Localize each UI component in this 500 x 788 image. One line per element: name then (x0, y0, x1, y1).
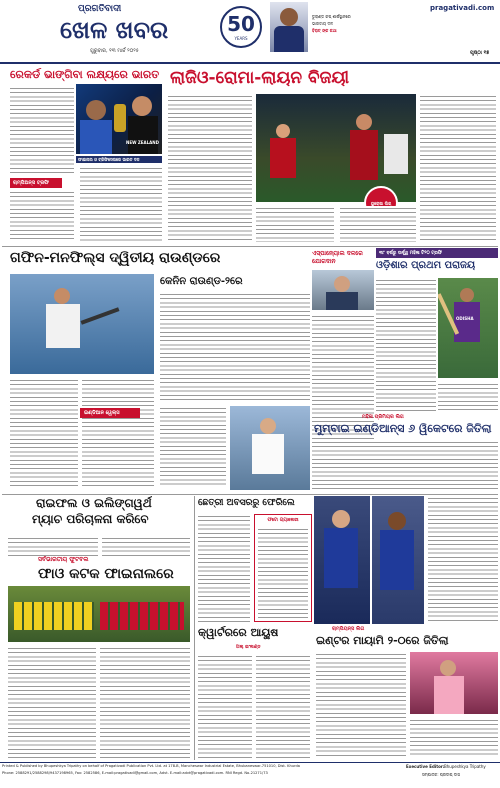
story-lazio (164, 66, 498, 244)
fao-headline: ଫାଓ କଟକ ଫାଇନାଲରେ (38, 566, 174, 582)
promo-line2: ଭାରତୀୟ ଦଳ (312, 21, 334, 26)
inter-kicker: ଚାମ୍ପିୟନ୍ସ ଲିଗ (332, 626, 365, 632)
story-record (2, 66, 162, 244)
quarter-col2-text (256, 654, 310, 758)
story-quarter (196, 626, 312, 760)
inter-col1-text (316, 652, 406, 758)
chhetri-box-title: ଫଟୋ ଗ୍ୟାଲେରୀ (267, 518, 299, 523)
fao-col2-text (100, 646, 190, 758)
lazio-col2-text (256, 206, 334, 242)
chhetri-box-text (258, 527, 308, 619)
record-photo-caption: ଫାଇନାଲ ଓ ଟ୍ରିଫିସେଲରେ ଭାରତ ଦଳ (76, 156, 162, 163)
footer-editor-label: Executive Editor: (406, 764, 445, 769)
quarter-headline: କ୍ୱାର୍ଟରରେ ଆୟୁଷ (198, 626, 279, 639)
inter-photo (410, 652, 498, 714)
fao-col1-text (8, 646, 96, 758)
record-col1-text (10, 86, 74, 176)
referee-col1-text (8, 536, 98, 556)
site-url[interactable]: pragativadi.com (430, 4, 495, 12)
footer-line1: Printed & Published by Bhupeshkya Tripathy on behalf of Pragativadi Publication Pvt. Ltd. at 178-B, Mancheswar Industrial Estate, Bhubaneswar-751010, Dist. Khurda (2, 764, 300, 768)
fao-team-photo (8, 586, 190, 642)
date-line: ଗୁରୁବାର, ୧୩ ମାର୍ଚ୍ଚ ୨୦୨୫ (90, 48, 139, 54)
brand-title: ଖେଳ ଖବର (60, 16, 169, 44)
all-england-badge: ଅଲ୍ ଇଂଲଣ୍ଡ (236, 645, 261, 650)
odisha-col1-text (376, 278, 436, 412)
chhetri-box (254, 514, 312, 622)
lazio-col3-text (340, 206, 416, 242)
story-odisha (376, 248, 498, 414)
inter-headline: ଇଣ୍ଟର ମାୟାମି ୨-୦ରେ ଜିତିଲା (316, 634, 449, 647)
tennis-col4-text (160, 406, 226, 488)
inter-col2-text (410, 718, 498, 758)
odisha-headline: ଓଡ଼ିଶାର ପ୍ରଥମ ପରାଜୟ (376, 260, 476, 271)
brand-small: ପ୍ରଗତିବାଦୀ (78, 4, 122, 14)
champions-trophy-badge: ଚାମ୍ପିଅନ୍ସ ଟ୍ରଫି (10, 178, 62, 188)
divider-1 (2, 246, 498, 247)
record-photo (76, 84, 162, 154)
masthead-promo (312, 14, 382, 50)
mumbai-photo-2 (372, 496, 424, 624)
quarter-col1-text (198, 654, 252, 758)
lazio-col4-text (420, 94, 496, 242)
tennis-col2-text (82, 378, 154, 488)
story-inter (314, 626, 498, 760)
promo-line1: ଡୁରାଣ୍ଡ କପ୍ ଶୀର୍ଷସ୍ଥାନରେ (312, 14, 351, 19)
mumbai-text (374, 440, 498, 490)
story-tennis (2, 248, 312, 492)
story-mumbai (312, 414, 498, 492)
tennis-col1-text (10, 378, 78, 488)
masthead-divider (0, 62, 500, 64)
tennis-photo-goffin (10, 274, 154, 374)
tennis-subhead: କେନିନ ରାଉଣ୍ଡ-୨ରେ (160, 276, 243, 287)
team-label: NEW ZEALAND (126, 140, 159, 145)
divider-v1 (194, 496, 195, 760)
odisha-col2-text (438, 382, 498, 412)
story-chhetri (196, 496, 312, 624)
referee-headline-line2: ମ୍ୟାଚ ପରିଚାଳନା କରିବେ (32, 512, 149, 526)
odisha-jersey-text: ODISHA (456, 316, 474, 321)
referee-col2-text (102, 536, 190, 556)
referee-headline-line1: ରାଇଫଲ ଓ ଇଲିଙ୍ଗୱର୍ଥ (36, 496, 152, 510)
footer-divider (0, 762, 500, 763)
mumbai-headline: ମୁମ୍ବାଇ ଇଣ୍ଡିଆନ୍ସ ୬ ୱିକେଟରେ ଜିତିଲା (314, 422, 492, 435)
record-headline: ରେକର୍ଡ ଭାଙ୍ଗିବା ଲକ୍ଷ୍ୟରେ ଭାରତ (10, 68, 160, 81)
story-fao (2, 556, 192, 760)
odisha-photo (438, 278, 498, 378)
fao-kicker: ସର୍ବଭାରତୀୟ ଫୁଟବଲ (38, 556, 89, 563)
chhetri-headline: ଛେତ୍ରୀ ଅବସରରୁ ଫେରିଲେ (198, 498, 295, 508)
promo-line3: ବିରାଟ୍ ଙ୍କ କଥା (312, 28, 337, 33)
lazio-col1-text (168, 94, 252, 242)
record-col1-text-lower (10, 190, 74, 242)
anniversary-logo (218, 4, 264, 50)
footer-editor-name: Bhupeshkya Tripathy (444, 764, 486, 769)
europa-league-badge: ୟୁରୋପା ଲିଗ୍ (364, 186, 398, 220)
tennis-col3-text (160, 292, 310, 400)
mumbai-photo-1 (314, 496, 370, 624)
lazio-photo (256, 94, 416, 202)
masthead-player-photo (270, 2, 308, 52)
odisha-kicker: ୩୮ ବର୍ଷରୁ ଊର୍ଦ୍ଧ୍ୱ ମହିଳା ଟି୨୦ ଟ୍ରଫି (376, 248, 498, 258)
footer-line2: Phone: 2588291/2588298/9437198965, Fax: 2582586, E-mail:pragativadi@gmail.com, Advt. E-mail:advt@pragativadi.com. RNI Regd. No-21271/73 (2, 771, 268, 775)
indian-wells-badge: ଇଣ୍ଡିଆନ ୱେଲ୍ସ (80, 408, 140, 418)
mumbai-kicker: ମହିଳା ପ୍ରିମିୟର ଲିଗ (362, 414, 404, 420)
divider-2 (2, 494, 498, 495)
footer (2, 764, 498, 786)
masthead-brand-block (60, 4, 220, 58)
espanyol-headline: ଏସ୍ପାନ୍ୟୋଲ ଦଳରେ ଯୋଗଦାନ (312, 250, 363, 265)
page-number: ପୃଷ୍ଠା ୧୭ (470, 50, 490, 56)
masthead (0, 0, 500, 62)
espanyol-photo (312, 270, 374, 310)
anniv-number: 50 (227, 12, 255, 36)
record-col2-text (80, 166, 162, 242)
chhetri-col1-text (198, 514, 250, 622)
anniv-label: YEARS (234, 36, 248, 41)
lazio-headline: ଲାଜିଓ-ରୋମା-ଲାୟନ ବିଜୟୀ (170, 68, 350, 88)
tennis-photo-kenin (230, 406, 310, 490)
social-icons (404, 16, 498, 24)
footer-editor-line2: ସମ୍ପାଦକ: ପ୍ରଦୀପ୍ ଦାସ (422, 772, 461, 777)
mumbai-col-right-text (428, 496, 498, 624)
tennis-headline: ଗଫିନ-ମନଫିଲ୍ସ ଦ୍ୱିତୀୟ ରାଉଣ୍ଡରେ (10, 250, 221, 266)
